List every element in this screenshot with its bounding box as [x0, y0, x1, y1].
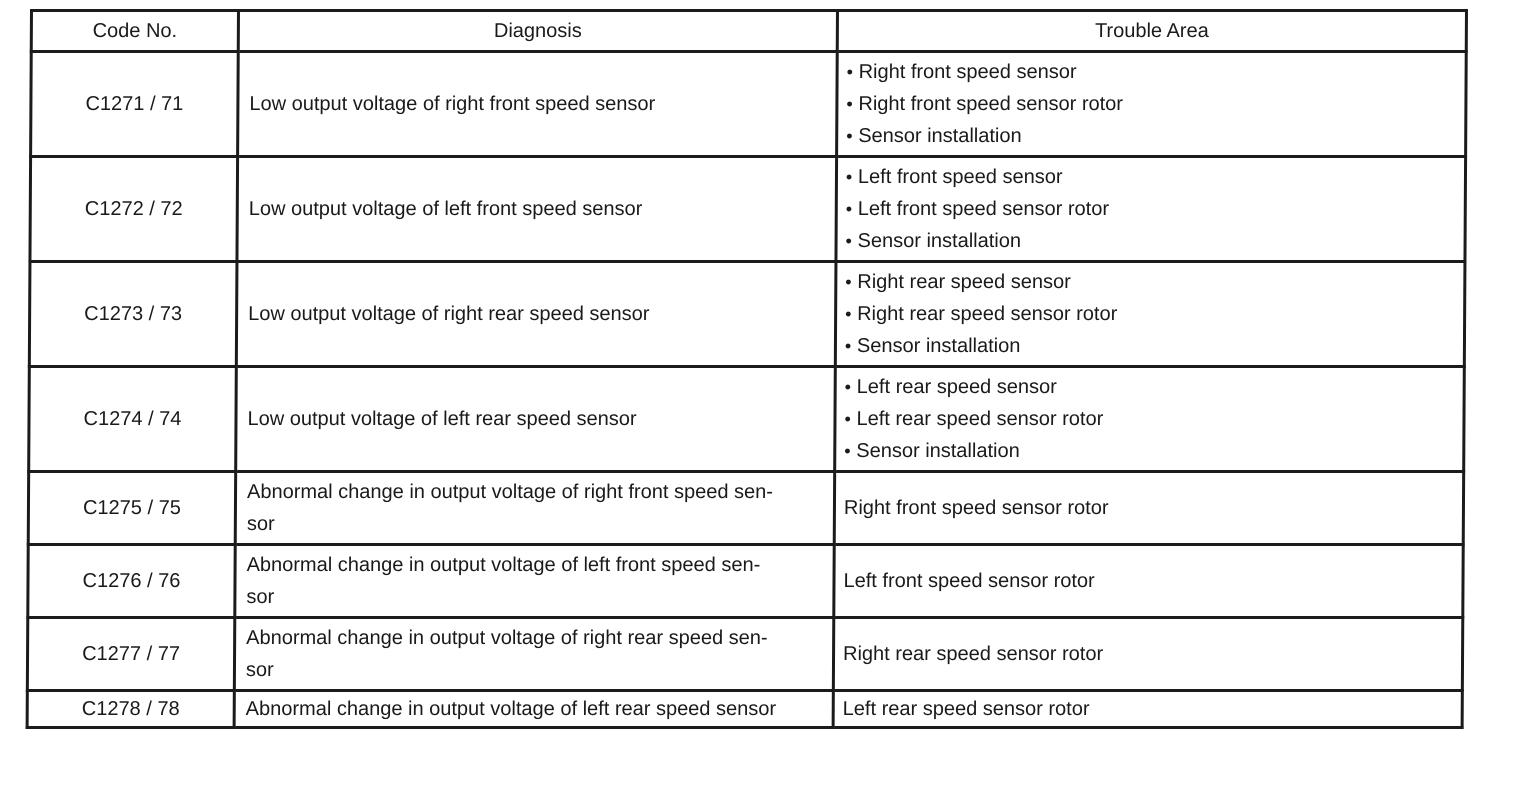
- trouble-area-text: Left front speed sensor rotor: [857, 198, 1110, 220]
- diagnosis-cell: Abnormal change in output voltage of right front speed sen- sor: [235, 472, 834, 545]
- trouble-area-text: Right rear speed sensor rotor: [857, 303, 1118, 325]
- table-header-row: [31, 11, 1466, 52]
- code-cell: C1278 / 78: [27, 691, 234, 728]
- trouble-area-text: Right rear speed sensor: [857, 271, 1071, 293]
- list-item: [846, 193, 1456, 225]
- bullet-icon: •: [844, 441, 851, 461]
- table-row: [28, 472, 1463, 545]
- bullet-icon: •: [845, 272, 852, 292]
- bullet-icon: •: [844, 336, 852, 356]
- header-code-no: Code No.: [31, 11, 238, 52]
- trouble-area-text: Sensor installation: [856, 335, 1021, 357]
- code-cell: C1272 / 72: [30, 157, 238, 262]
- table-row: [27, 618, 1462, 691]
- list-item: [846, 120, 1456, 152]
- trouble-area-cell: Left rear speed sensor rotor: [833, 691, 1462, 728]
- diagnosis-cell: Low output voltage of left rear speed sensor: [236, 367, 836, 472]
- table-row: [30, 157, 1466, 262]
- trouble-area-list: [844, 371, 1455, 467]
- trouble-area-cell: Right rear speed sensor rotor: [833, 618, 1462, 691]
- list-item: [844, 435, 1454, 467]
- trouble-area-text: Sensor installation: [857, 230, 1022, 252]
- diagnosis-cell: Low output voltage of left front speed sensor: [237, 157, 837, 262]
- trouble-area-cell: [835, 367, 1465, 472]
- table-row: [31, 52, 1467, 157]
- bullet-icon: •: [845, 167, 853, 187]
- code-cell: C1271 / 71: [31, 52, 239, 157]
- bullet-icon: •: [845, 304, 852, 324]
- list-item: [845, 330, 1455, 362]
- bullet-icon: •: [846, 126, 853, 146]
- trouble-area-text: Left rear speed sensor: [856, 376, 1057, 398]
- trouble-area-cell: [835, 262, 1465, 367]
- trouble-area-cell: Right front speed sensor rotor: [834, 472, 1463, 545]
- code-cell: C1274 / 74: [29, 367, 237, 472]
- trouble-area-list: [845, 161, 1456, 257]
- table-row: [29, 367, 1465, 472]
- list-item: [847, 56, 1457, 88]
- bullet-icon: •: [845, 231, 852, 251]
- code-cell: C1277 / 77: [27, 618, 234, 691]
- diagnosis-cell: Abnormal change in output voltage of right rear speed sen- sor: [234, 618, 833, 691]
- bullet-icon: •: [846, 62, 853, 82]
- list-item: [845, 298, 1455, 330]
- trouble-area-text: Right front speed sensor: [858, 61, 1077, 83]
- code-cell: C1273 / 73: [29, 262, 237, 367]
- trouble-area-list: [845, 266, 1456, 362]
- table-row: [28, 545, 1463, 618]
- list-item: [845, 225, 1455, 257]
- trouble-area-list: [846, 56, 1457, 152]
- diagnostic-code-table: [26, 9, 1468, 729]
- diagnosis-cell: Abnormal change in output voltage of left rear speed sensor: [234, 691, 833, 728]
- trouble-area-cell: Left front speed sensor rotor: [834, 545, 1463, 618]
- bullet-icon: •: [845, 199, 853, 219]
- bullet-icon: •: [846, 94, 853, 114]
- table-body: [27, 52, 1466, 728]
- bullet-icon: •: [844, 409, 851, 429]
- trouble-area-cell: [837, 52, 1467, 157]
- trouble-area-text: Left rear speed sensor rotor: [856, 408, 1104, 430]
- table-row: [27, 691, 1462, 728]
- diagnosis-cell: Abnormal change in output voltage of left front speed sen- sor: [235, 545, 834, 618]
- bullet-icon: •: [844, 377, 852, 397]
- list-item: [845, 266, 1455, 298]
- trouble-area-text: Right front speed sensor rotor: [858, 93, 1124, 115]
- list-item: [845, 371, 1455, 403]
- list-item: [846, 88, 1456, 120]
- list-item: [844, 403, 1454, 435]
- code-cell: C1275 / 75: [28, 472, 235, 545]
- trouble-area-text: Sensor installation: [858, 125, 1022, 147]
- trouble-area-text: Left front speed sensor: [857, 166, 1063, 188]
- diagnosis-cell: Low output voltage of right front speed sensor: [238, 52, 838, 157]
- table-row: [29, 262, 1465, 367]
- list-item: [846, 161, 1456, 193]
- diagnosis-cell: Low output voltage of right rear speed sensor: [236, 262, 836, 367]
- trouble-area-text: Sensor installation: [856, 440, 1020, 462]
- header-diagnosis: Diagnosis: [238, 11, 837, 52]
- code-cell: C1276 / 76: [28, 545, 235, 618]
- trouble-area-cell: [836, 157, 1466, 262]
- header-trouble-area: Trouble Area: [837, 11, 1466, 52]
